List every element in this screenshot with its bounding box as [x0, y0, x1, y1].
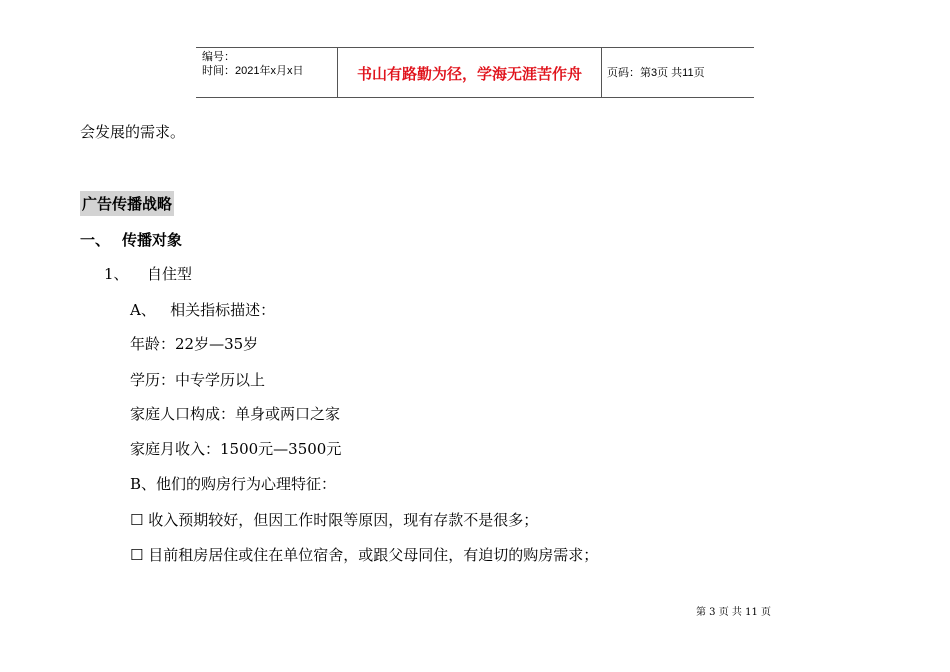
bullet-item [130, 544, 598, 565]
page-label: 页码：第3页 共11页 [607, 67, 705, 79]
item-number: 1、 [104, 265, 129, 283]
header-center-cell [337, 48, 602, 97]
time-label: 时间：2021年x月x日 [202, 65, 304, 77]
serial-label: 编号： [202, 51, 235, 63]
family-line: 家庭人口构成：单身或两口之家 [130, 405, 341, 423]
section-title: 广告传播战略 [80, 191, 174, 216]
bullet-text: 目前租房居住或住在单位宿舍，或跟父母同住，有迫切的购房需求； [148, 546, 599, 564]
header-left-cell [196, 48, 337, 97]
continuation-text: 会发展的需求。 [80, 123, 186, 141]
header-right-cell [602, 48, 754, 97]
checkbox-icon: ☐ [130, 546, 144, 564]
page-footer: 第 3 页 共 11 页 [696, 607, 771, 618]
motto-text: 书山有路勤为径，学海无涯苦作舟 [356, 65, 582, 83]
item-title: 自住型 [147, 265, 193, 283]
income-line: 家庭月收入：1500元—3500元 [130, 440, 342, 458]
subsection-number: 一、 [80, 231, 111, 249]
sub-heading-b: B、他们的购房行为心理特征： [130, 475, 337, 493]
age-line: 年龄：22岁—35岁 [130, 335, 259, 353]
bullet-text: 收入预期较好，但因工作时限等原因，现有存款不是很多； [148, 511, 539, 529]
document-header [196, 47, 754, 98]
checkbox-icon: ☐ [130, 511, 144, 529]
bullet-item [130, 509, 538, 530]
education-line: 学历：中专学历以上 [130, 371, 266, 389]
sub-heading-a: A、 相关指标描述： [130, 301, 276, 319]
subsection-title: 传播对象 [122, 231, 183, 249]
